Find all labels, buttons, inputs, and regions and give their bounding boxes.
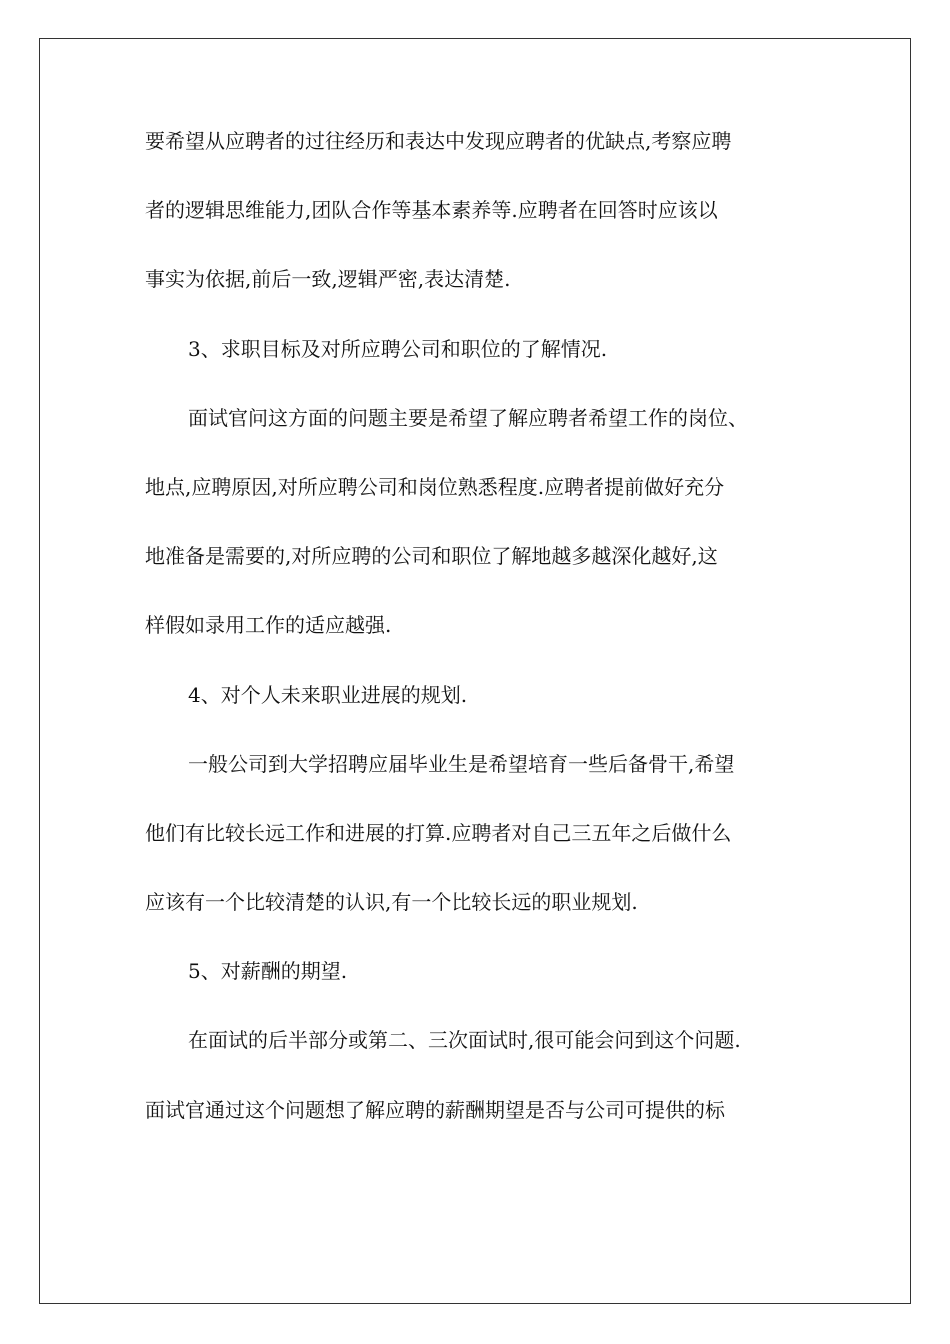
text-line: 面试官问这方面的问题主要是希望了解应聘者希望工作的岗位、 <box>188 405 748 430</box>
document-body <box>145 126 825 1164</box>
text-line: 面试官通过这个问题想了解应聘的薪酬期望是否与公司可提供的标 <box>145 1097 725 1122</box>
text-line: 地点,应聘原因,对所应聘公司和岗位熟悉程度.应聘者提前做好充分 <box>145 474 725 499</box>
text-line: 事实为依据,前后一致,逻辑严密,表达清楚. <box>145 267 511 292</box>
text-line: 地准备是需要的,对所应聘的公司和职位了解地越多越深化越好,这 <box>145 544 718 569</box>
section-heading-5: 5、对薪酬的期望. <box>188 959 348 984</box>
text-line: 他们有比较长远工作和进展的打算.应聘者对自己三五年之后做什么 <box>145 820 732 845</box>
text-line: 者的逻辑思维能力,团队合作等基本素养等.应聘者在回答时应该以 <box>145 198 718 223</box>
text-line: 要希望从应聘者的过往经历和表达中发现应聘者的优缺点,考察应聘 <box>145 129 732 153</box>
text-line: 应该有一个比较清楚的认识,有一个比较长远的职业规划. <box>145 890 638 915</box>
text-line: 在面试的后半部分或第二、三次面试时,很可能会问到这个问题. <box>188 1028 741 1053</box>
text-line: 一般公司到大学招聘应届毕业生是希望培育一些后备骨干,希望 <box>188 751 735 776</box>
section-heading-4: 4、对个人未来职业进展的规划. <box>188 682 468 707</box>
section-heading-3: 3、求职目标及对所应聘公司和职位的了解情况. <box>188 336 608 361</box>
text-line: 样假如录用工作的适应越强. <box>145 613 392 638</box>
